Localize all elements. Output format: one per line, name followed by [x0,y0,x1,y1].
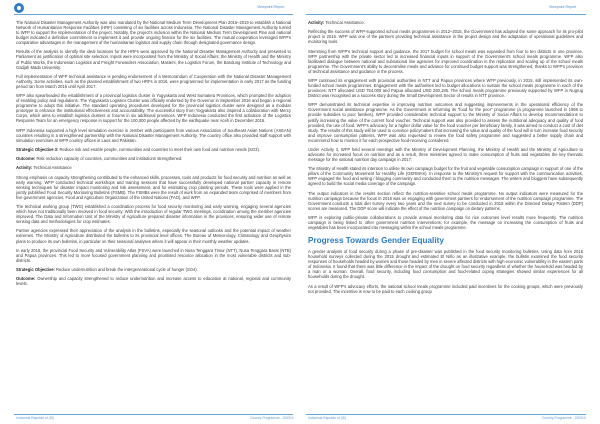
footer-center-right: Indonesia Republic of (ID) [308,416,347,420]
right-footer-rule [306,414,586,415]
paragraph: The National Disaster Management Authority was also mandated by the National Medium Term Development Plan 2015–2019 to establish a National Network of Humanitarian Response Facilities (HRF) consisting of six facilities across Indonesia. The National Disaster Management Authority turned to WFP to support the implementation of the project. Notably, the project's inclusion within the National Medium Term Development Plan and national budget indicated a definitive commitment to implement it and provide ongoing finance for the six facilities. The mutual cooperation leveraged WFP's comparative advantages in the management of the humanitarian logistics and supply chain through designated governance design. [16,20,291,46]
right-header-rule [306,14,586,15]
paragraph: WFP continued its engagement with provincial authorities in NTT and Papua provinces where WFP previously, in 2015, still implemented its own-funded school meals programmes. Engagement with the authorities led to budget allocations to sustain the school meals programme in each of the provinces: NTT allocated USD 754,000 and Papua allocated USD 260,185. The school meals programme previously supported by WFP in Nugrug District was recognised as a success story during the Small Development Sector of results in NTT province. [308,77,583,99]
paragraph: Stemming from WFP's technical support and guidance, the 2017 budget for school meals was expanded from four to ten districts in one province. WFP partnership with the private sector led to increased financial inputs in support of the Government's school meals programme. WFP also facilitated dialogue between national and subnational line agencies for improved coordination in the replication and scaling up of the school meals programme. The Government's ability to decentralise meals and advance for continued budget support was strengthened, thanks to WFP's provision of technical assistance and guidance in the process. [308,48,583,74]
activity-line: Activity: Technical Assistance. [308,20,365,25]
paragraph: In early 2016, the provincial Food Security and Vulnerability Atlas (FSVA) were launched in Nusa Tenggara Timur (NTT), Nusa Tenggara Barat (NTB) and Papua provinces. This led to more focused government planning and prioritised resource allocation in the most vulnerable districts and sub-districts. [16,247,291,263]
left-header-rule [14,14,293,15]
paragraph: Strong emphasis on capacity strengthening contributed to the enhanced skills, processes, tools and products for food security and nutrition as well as early warning. WFP conducted technical workshops and training sessions that have successfully developed national partner capacity in remote sensing techniques for disaster impact monitoring and risk assessment, and for estimating crop planting periods. These tools were applied in the jointly published Food Security Monitoring Bulletins (FSMB). The FSMBs were the result of work from an expanded team comprised of members from five government agencies, Food and Agriculture Organization of the United Nations (FAO), and WFP. [16,174,291,200]
paragraph: Under Activity 3, WFP held several meetings with the Ministry of Development Planning, the Ministry of Health and the Ministry of Agriculture to advocate for increased focus on nutrition and as a result, three ministries agreed to make consumption of fruits and vegetables the key thematic message for the national nutrition day campaign in 2017. [308,146,583,163]
paragraph: As a result of WFP's advocacy efforts, the national school meals programme included paid incentives for the cooking groups, which were previously not provided. The incentive is now to be paid to each cooking group [308,283,583,294]
paragraph: The technical working group (TWG) established a coordination process for food security monitoring and early warning, engaging several agencies which have not traditionally been involved in food security. With the introduction of regular TWG meetings, coordination among the member agencies improved. The Data and Information Unit of the Ministry of Agriculture prepared disaster information in the provinces, ensuring wider use of remote sensing data and methodologies for crop estimates. [16,204,291,225]
activity-line: Activity: Technical Assistance [16,165,72,171]
outcome-line: Outcome: Risk reduction capacity of countries, communities and institutions strengthened. [16,156,183,162]
section-heading: Progress Towards Gender Equality [308,236,444,246]
paragraph: WFP demonstrated its technical expertise in improving nutrition outcomes and suggesting improvements in the operational efficiency of the Government social assistance programme. As the Government is reforming its "food for the poor" programme (a programme launched in 1998 to provide subsidies to poor families), WFP provided considerable technical support to the Ministry of Social Affairs to develop recommendations to justify increasing the value of the current food voucher. Technical support was also provided to assess the nutritional adequacy and quality of food provided, the use of food. WFP's advocacy for a higher dollar value for the food voucher per beneficiary family, it was aimed to conduct a cost of diet study. The results of this study will be used to convince policymakers that increasing the value and quality of the food will in turn increase food security and improve consumption patterns. WFP was also requested to review the food safety programme and suggested a better supply chain and recommend how to monitor it for each prospective food-receiving considered. [308,102,583,143]
strategic-objective-4: Strategic Objective: Reduce undernutrition and break the intergenerational cycle of hunger (SO4). [16,267,198,273]
paragraph: WFP also spearheaded the establishment of a provincial logistics cluster in Yogyakarta and West Sumatera Provinces, which prompted the adoption of enabling policy and regulations. The Yogyakarta Logistics Cluster was officially endorsed by the Governor in September 2016 and began a regional programme to adopt this initiative. The standard operating procedures developed for the provincial logistics cluster were designed as a modular prototype to enhance the institutional effectiveness and accountability. The successful story from Yogyakarta also inspired a collaboration with Mercy Corps, which aims to establish logistics clusters or forums in six additional provinces. WFP Indonesia conducted the first activation of the Logistics Response Team for an emergency response in support for the 100,000 people affected by the earthquake near Aceh in December 2016. [16,93,291,124]
wfp-logo-icon [14,3,24,13]
footer-left: Indonesia Republic of (ID) [16,416,55,420]
paragraph: Reflecting the success of WFP-supported school meals programmes in 2012–2015, the Government has adopted the same approach for its pro-pilot project in 2016. WFP was one of the partners providing technical assistance in the project design and the adaptation of operational guidelines and monitoring tools. [308,29,583,45]
paragraph: The Ministry of Health stated its intention to utilise its own campaign budget for the fruit and vegetable consumption campaign in support of one of the pillars of the Community Movement for Healthy Life (GERMAS). In response to the Ministry's request for support with the communication activities, WFP engaged the food and writing / blogging community and conducted them to the nutrition messages. The writers and bloggers have subsequently agreed to build the social media coverage of the campaign. [308,166,583,187]
outcome-line: Outcome: Ownership and capacity strengthened to reduce undernutrition and increase access to education at national, regional and community levels. [16,276,291,287]
left-running-title: Viewpoint Report [257,5,285,9]
paragraph: WFP Indonesia supported a high level simulation exercise in Jember with participants from various Association of Southeast Asian Nations (ASEAN) countries resulting in a strengthened partnership with the National Disaster Management Authority. The country office also provided staff support with simulation exercises at WFP country offices in Laos and Pakistan. [16,127,291,143]
paragraph: Results of the analysis to identify the ideal locations for the HRFs were approved by the National Disaster Management Authority and presented to Parliament as justification of optimal site selection. Inputs were incorporated from the Ministry of Social Affairs, the Ministry of Health and the Ministry of Public Works, the Indonesian Logistics and Freight Forwarders Association, Masters, the Logistics Forum, the Bandung Institute of Technology and Gadjah Mada University. [16,49,291,70]
right-running-title: Viewpoint Report [549,5,577,9]
left-footer-rule [14,414,293,415]
strategic-objective-3: Strategic Objective 3: Reduce risk and enable people, communities and countries to meet their own food and nutrition needs (SO3). [16,146,260,152]
paragraph: Full implementation of WFP technical assistance is pending endorsement of a Memorandum of Cooperation with the National Disaster Management Authority. Some activities, such as the planned establishment of two HRFs in 2016, were programmed for implementation in early 2017 as the funding period ran from March 2016 until April 2017. [16,73,291,89]
paragraph: WFP is exploring public-private collaborations to provide annual monitoring data for rice outcomes level results more frequently. The nutrition campaign is being linked to other government nutrition interventions; for example, the message on increasing the consumption of fruits and vegetables has been incorporated into messaging within the school meals programme. [308,215,583,231]
paragraph: The output indicators in the results section reflect the nutrition-sensitive school meals programme. No output indicators were measured for the nutrition campaign because the focus in 2016 was on engaging with government partners for endorsement of the nutrition campaign programme. The Government conducts a total diet survey every two years and the next survey to be conducted in 2018 within the Directed Dietary Pattern (DDP) scores are measured. The DDP score will indicate the effect of the nutrition campaign on dietary patterns. [308,190,583,211]
footer-center-left: Country Programme - 200914 [250,416,294,420]
paragraph: A gender analysis of food security during a phase of pre-disaster was published in the food security monitoring bulletins. Using data from 2015 household surveys collected during the 2015 drought and estimated El Niño as an illustrative example, the bulletin examined the food security responses of households headed by women and those headed by men in severe affected districts with high economic vulnerability in the eastern parts of Indonesia. It found that there was little difference in the impact of the drought on food security regardless of whether the household was headed by a man or a woman. Overall, food security, including food consumption and food-related coping strategies showed similar experiences for all households during the drought. [308,249,583,280]
footer-right: Country Programme - 200914 [542,416,586,420]
right-page-column [308,20,583,412]
paragraph: Partner agencies expressed their appreciation of the analysis in the bulletins, especially the seasonal outlooks and the potential impact of weather extremes. The Ministry of Agriculture distributed the bulletins to its provincial level offices. The Bureau of Meteorology, Climatology and Geophysics plans to produce its own bulletins, in particular on their seasonal analyses where it will appear in their monthly weather updates. [16,228,291,244]
left-page-column [16,20,291,412]
